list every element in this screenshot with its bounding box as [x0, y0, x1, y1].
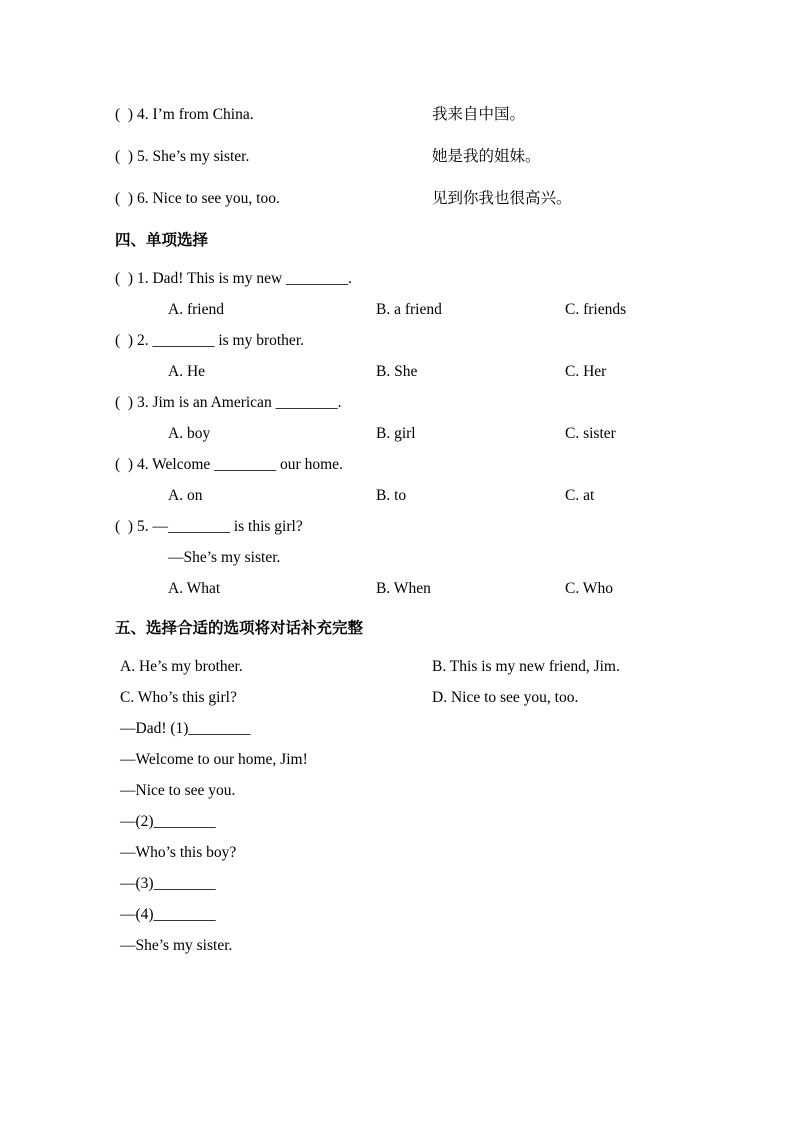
matching-english: ( ) 4. I’m from China. [115, 106, 254, 123]
matching-item [115, 189, 698, 209]
section-five-title: 五、选择合适的选项将对话补充完整 [115, 620, 364, 637]
dialog-line: —(4)________ [120, 906, 216, 923]
option-a: A. He [168, 363, 206, 380]
dialog-line: —Who’s this boy? [120, 844, 237, 861]
question-stem: ( ) 3. Jim is an American ________. [115, 394, 342, 411]
mc-question-5 [115, 517, 698, 599]
option-a: A. on [168, 487, 203, 504]
dialog-option-d: D. Nice to see you, too. [432, 689, 579, 706]
option-c: C. Who [565, 580, 613, 597]
matching-english: ( ) 6. Nice to see you, too. [115, 190, 280, 207]
option-a: A. friend [168, 301, 224, 318]
question-sub-line: —She’s my sister. [168, 549, 281, 566]
question-stem: ( ) 1. Dad! This is my new ________. [115, 270, 352, 287]
mc-question-1 [115, 269, 698, 320]
option-a: A. boy [168, 425, 211, 442]
question-stem: ( ) 2. ________ is my brother. [115, 332, 304, 349]
matching-chinese: 见到你我也很高兴。 [432, 190, 572, 207]
question-options [115, 424, 698, 444]
section-four-title: 四、单项选择 [115, 232, 209, 249]
dialog-option-row [120, 657, 698, 677]
question-options [115, 486, 698, 506]
mc-question-3 [115, 393, 698, 444]
option-b: B. to [376, 487, 407, 504]
option-b: B. When [376, 580, 431, 597]
matching-chinese: 我来自中国。 [432, 106, 526, 123]
option-c: C. friends [565, 301, 627, 318]
question-stem: ( ) 5. —________ is this girl? [115, 518, 303, 535]
matching-english: ( ) 5. She’s my sister. [115, 148, 250, 165]
option-c: C. at [565, 487, 595, 504]
option-b: B. She [376, 363, 418, 380]
dialog-line: —(2)________ [120, 813, 216, 830]
mc-question-2 [115, 331, 698, 382]
dialog-line: —Dad! (1)________ [120, 720, 251, 737]
option-a: A. What [168, 580, 221, 597]
dialog-option-c: C. Who’s this girl? [120, 689, 237, 706]
mc-question-4 [115, 455, 698, 506]
option-c: C. sister [565, 425, 616, 442]
option-c: C. Her [565, 363, 607, 380]
dialog-line: —(3)________ [120, 875, 216, 892]
matching-item [115, 147, 698, 167]
dialog-option-a: A. He’s my brother. [120, 658, 243, 675]
dialog-option-row [120, 688, 698, 708]
option-b: B. a friend [376, 301, 442, 318]
matching-chinese: 她是我的姐妹。 [432, 148, 541, 165]
dialog-line: —Nice to see you. [120, 782, 236, 799]
question-options [115, 300, 698, 320]
dialog-option-b: B. This is my new friend, Jim. [432, 658, 620, 675]
dialog-line: —She’s my sister. [120, 937, 233, 954]
dialog-line: —Welcome to our home, Jim! [120, 751, 308, 768]
section-five-content [115, 657, 698, 956]
question-options [115, 579, 698, 599]
matching-item [115, 105, 698, 125]
option-b: B. girl [376, 425, 416, 442]
question-stem: ( ) 4. Welcome ________ our home. [115, 456, 343, 473]
question-options [115, 362, 698, 382]
